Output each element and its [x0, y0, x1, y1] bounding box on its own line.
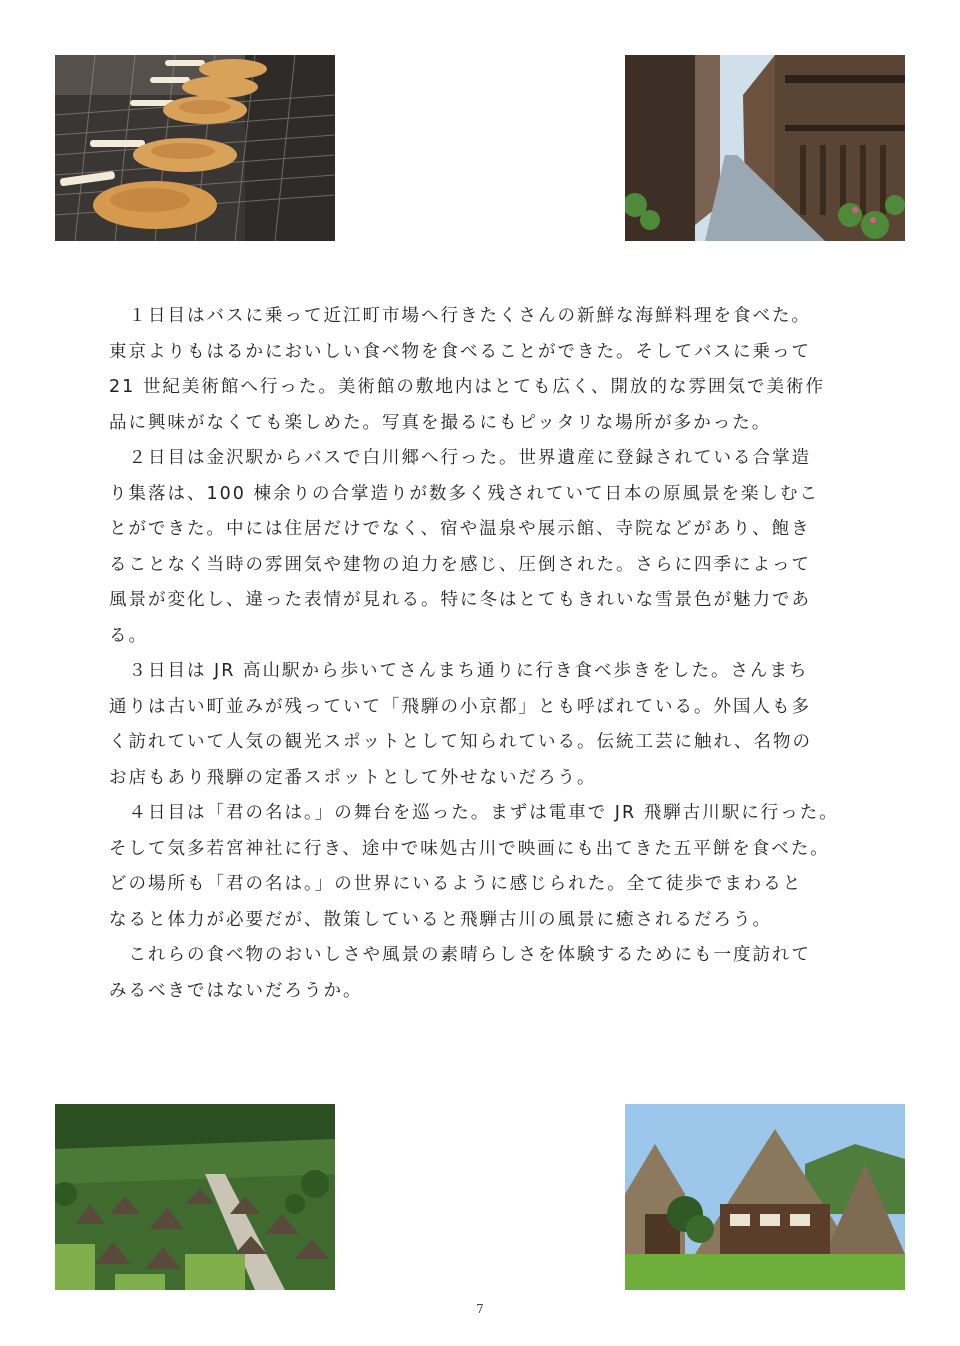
- text-line: 東京よりもはるかにおいしい食べ物を食べることができた。そしてバスに乗って: [109, 341, 811, 362]
- text-line: とができた。中には住居だけでなく、宿や温泉や展示館、寺院などがあり、飽き: [109, 519, 811, 539]
- travel-essay-paragraph: [109, 299, 854, 1009]
- text-line: ３日目は JR 高山駅から歩いてさんまち通りに行き食べ歩きをした。さんまち: [109, 661, 809, 681]
- text-line: ることなく当時の雰囲気や建物の迫力を感じ、圧倒された。さらに四季によって: [109, 554, 811, 575]
- sanmachi-street-photo: [625, 55, 905, 241]
- text-line: ４日目は「君の名は。」の舞台を巡った。まずは電車で JR 飛騨古川駅に行った。: [109, 803, 839, 823]
- text-line: り集落は、100 棟余りの合掌造りが数多く残されていて日本の原風景を楽しむこ: [109, 483, 819, 504]
- text-line: 品に興味がなくても楽しめた。写真を撮るにもピッタリな場所が多かった。: [109, 412, 772, 433]
- text-line: これらの食べ物のおいしさや風景の素晴らしさを体験するためにも一度訪れて: [109, 945, 811, 965]
- text-line: 通りは古い町並みが残っていて「飛騨の小京都」とも呼ばれている。外国人も多: [109, 696, 811, 717]
- text-line: どの場所も「君の名は。」の世界にいるように感じられた。全て徒歩でまわると: [109, 874, 803, 894]
- text-line: そして気多若宮神社に行き、途中で味処古川で映画にも出てきた五平餅を食べた。: [109, 838, 830, 859]
- text-line: 風景が変化し、違った表情が見れる。特に冬はとてもきれいな雪景色が魅力であ: [109, 590, 811, 610]
- text-line: 21 世紀美術館へ行った。美術館の敷地内はとても広く、開放的な雰囲気で美術作: [109, 377, 825, 397]
- text-line: る。: [109, 625, 148, 646]
- gohei-mochi-grill-photo: [55, 55, 335, 241]
- text-line: く訪れていて人気の観光スポットとして知られている。伝統工芸に触れ、名物の: [109, 732, 813, 752]
- gassho-zukuri-houses-photo: [625, 1104, 905, 1290]
- text-line: ２日目は金沢駅からバスで白川郷へ行った。世界遺産に登録されている合掌造: [109, 448, 811, 468]
- page-number: 7: [476, 1302, 484, 1316]
- text-line: １日目はバスに乗って近江町市場へ行きたくさんの新鮮な海鮮料理を食べた。: [109, 306, 811, 326]
- text-line: なると体力が必要だが、散策していると飛騨古川の風景に癒されるだろう。: [109, 909, 772, 930]
- text-line: お店もあり飛騨の定番スポットとして外せないだろう。: [109, 767, 597, 788]
- text-line: みるべきではないだろうか。: [109, 980, 363, 1001]
- shirakawago-village-photo: [55, 1104, 335, 1290]
